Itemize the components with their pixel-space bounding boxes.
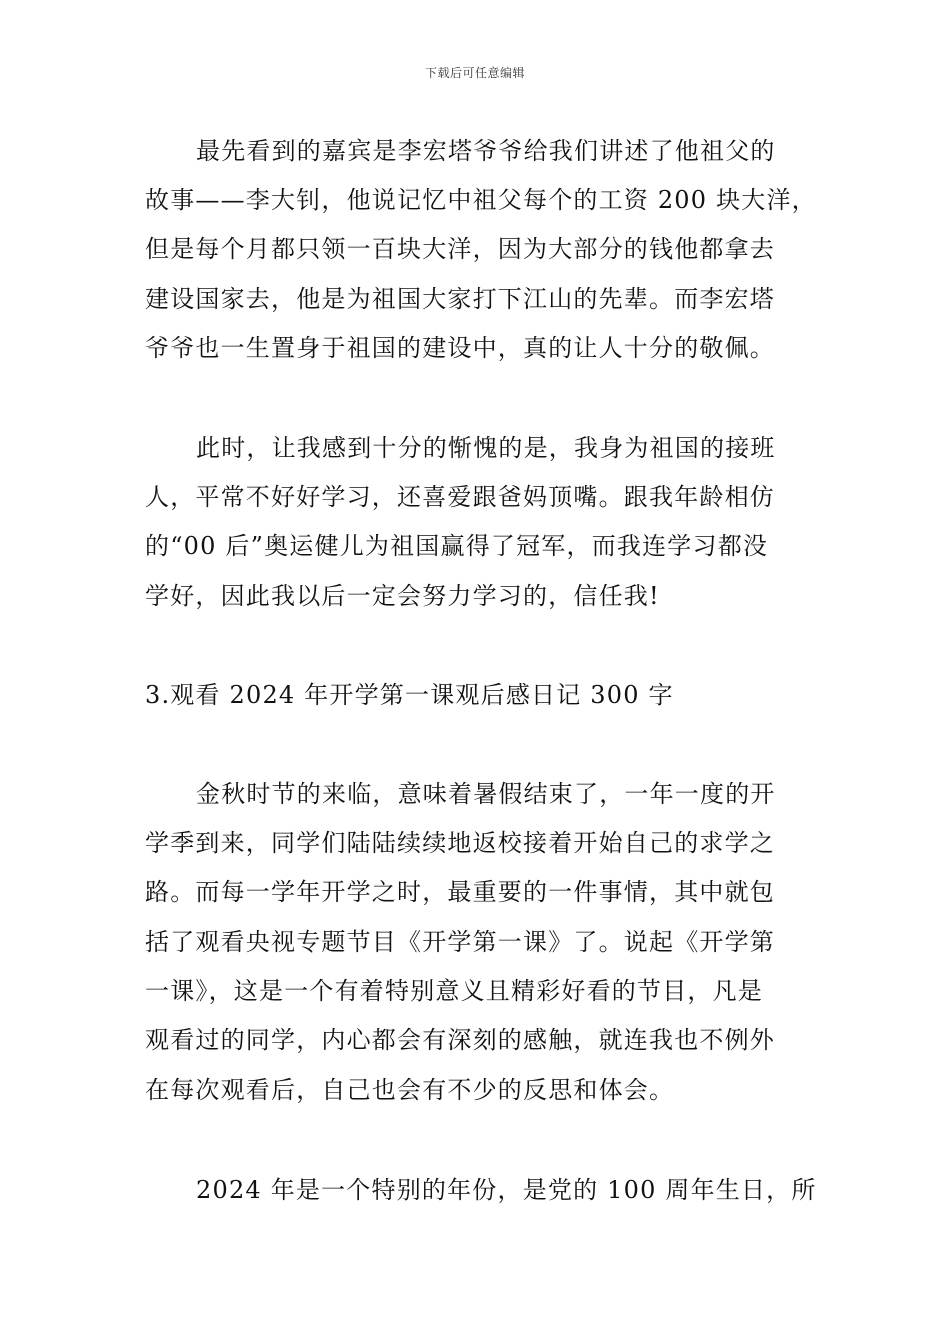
paragraph-3-line-1: 金秋时节的来临，意味着暑假结束了，一年一度的开 xyxy=(196,780,776,808)
paragraph-3-line-2: 学季到来，同学们陆陆续续地返校接着开始自己的求学之 xyxy=(145,829,775,857)
section-heading: 3.观看 2024 年开学第一课观后感日记 300 字 xyxy=(145,681,674,709)
paragraph-1-line-1: 最先看到的嘉宾是李宏塔爷爷给我们讲述了他祖父的 xyxy=(196,137,776,165)
paragraph-2-line-4: 学好，因此我以后一定会努力学习的，信任我! xyxy=(145,582,660,610)
paragraph-3-line-6: 观看过的同学，内心都会有深刻的感触，就连我也不例外 xyxy=(145,1026,775,1054)
paragraph-1-line-3: 但是每个月都只领一百块大洋，因为大部分的钱他都拿去 xyxy=(145,235,775,263)
paragraph-2-line-1: 此时，让我感到十分的惭愧的是，我身为祖国的接班 xyxy=(196,434,776,462)
paragraph-1-line-4: 建设国家去，他是为祖国大家打下江山的先辈。而李宏塔 xyxy=(145,285,775,313)
paragraph-3-line-3: 路。而每一学年开学之时，最重要的一件事情，其中就包 xyxy=(145,878,775,906)
paragraph-2-line-2: 人，平常不好好学习，还喜爱跟爸妈顶嘴。跟我年龄相仿 xyxy=(145,483,775,511)
paragraph-3-line-4: 括了观看央视专题节目《开学第一课》了。说起《开学第 xyxy=(145,928,775,956)
paragraph-4-line-1: 2024 年是一个特别的年份，是党的 100 周年生日，所 xyxy=(196,1176,817,1204)
paragraph-1-line-5: 爷爷也一生置身于祖国的建设中，真的让人十分的敬佩。 xyxy=(145,334,775,362)
paragraph-2-line-3: 的“00 后”奥运健儿为祖国赢得了冠军，而我连学习都没 xyxy=(145,532,769,560)
page-header: 下载后可任意编辑 xyxy=(424,66,525,80)
paragraph-1-line-2: 故事——李大钊，他说记忆中祖父每个的工资 200 块大洋， xyxy=(145,186,817,214)
paragraph-3-line-7: 在每次观看后，自己也会有不少的反思和体会。 xyxy=(145,1076,675,1104)
paragraph-3-line-5: 一课》，这是一个有着特别意义且精彩好看的节目，凡是 xyxy=(145,977,763,1005)
